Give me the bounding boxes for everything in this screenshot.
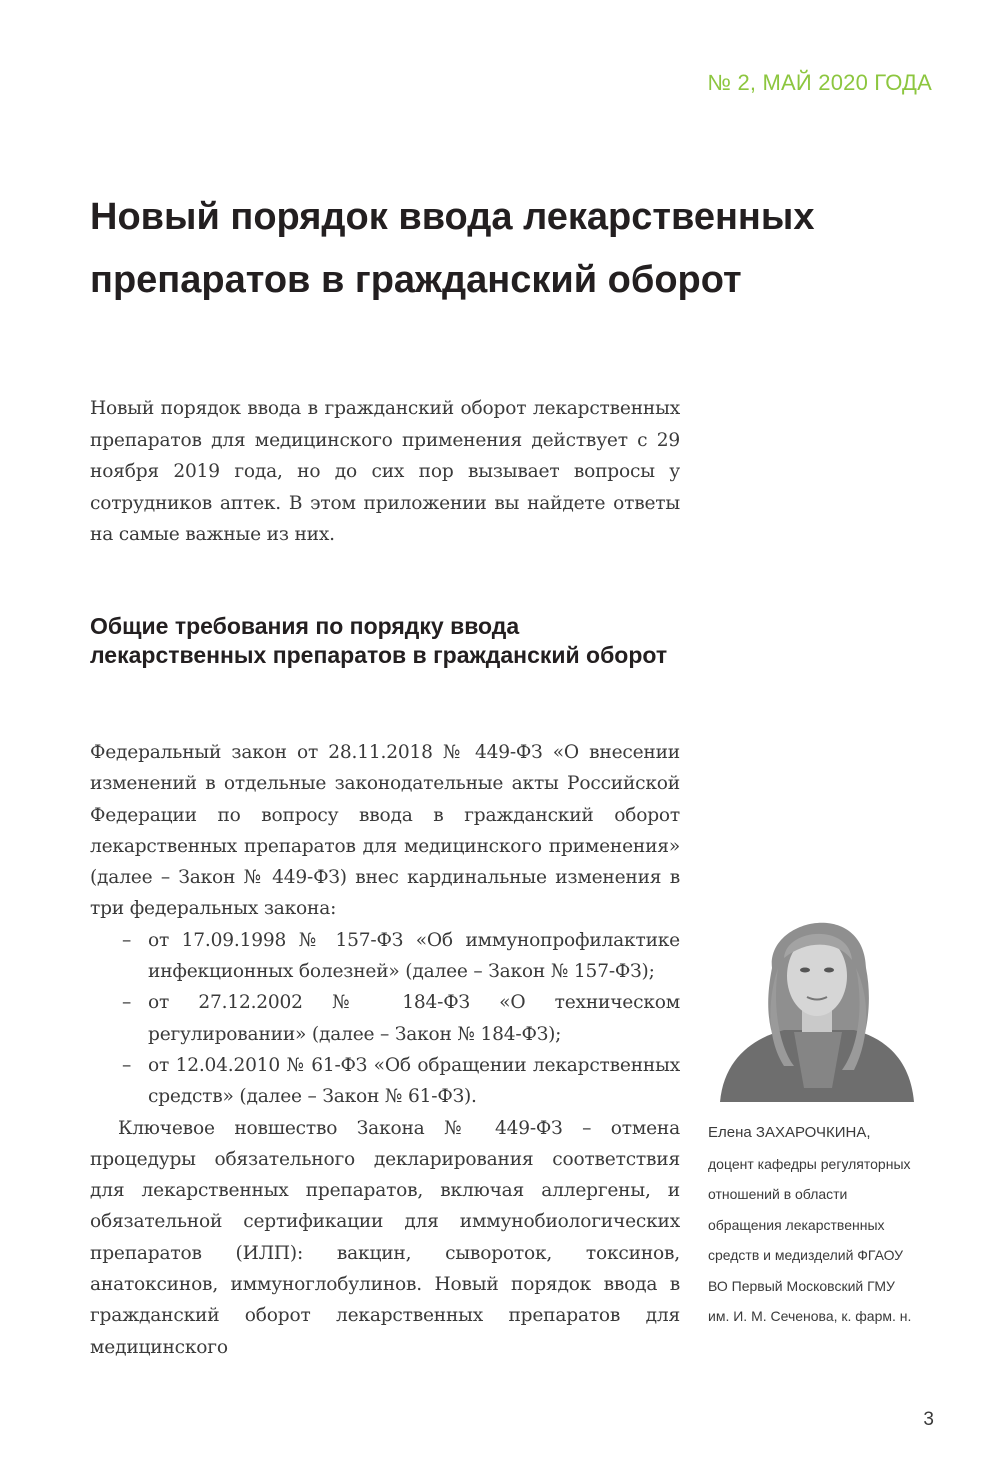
issue-label: № 2, МАЙ 2020 ГОДА	[707, 70, 932, 95]
list-item	[90, 1050, 680, 1113]
caption-line: доцент кафедры регуляторных	[708, 1155, 911, 1172]
caption-line: им. И. М. Сеченова, к. фарм. н.	[708, 1308, 912, 1324]
caption-line: ВО Первый Московский ГМУ	[708, 1277, 895, 1294]
list-item-text: от 27.12.2002 № 184-ФЗ «О техническом регулировании» (далее – Закон № 184-ФЗ);	[148, 992, 680, 1045]
author-name: Елена ЗАХАРОЧКИНА,	[708, 1124, 871, 1141]
caption-line: отношений в области	[708, 1186, 848, 1202]
caption-line: обращения лекарственных	[708, 1216, 885, 1233]
article-title: Новый порядок ввода лекарственных препаратов в гражданский оборот	[90, 196, 815, 301]
list-item	[90, 925, 680, 988]
list-item	[90, 987, 680, 1050]
body-paragraph: Федеральный закон от 28.11.2018 № 449-ФЗ «О внесении изменений в отдельные законодательные акты Российской Федерации по вопросу ввода в гражданский оборот лекарственных препаратов для медицинского применения» (далее – Закон № 449-ФЗ) внес кардинальные изменения в три федеральных закона:	[90, 742, 680, 920]
section-heading: Общие требования по порядку ввода лекарственных препаратов в гражданский оборот	[90, 613, 668, 668]
list-marker: –	[122, 1054, 132, 1076]
author-caption	[708, 1118, 948, 1332]
list-item-text: от 12.04.2010 № 61-ФЗ «Об обращении лекарственных средств» (далее – Закон № 61-ФЗ).	[148, 1054, 680, 1108]
article-lead: Новый порядок ввода в гражданский оборот лекарственных препаратов для медицинского применения действует с 29 ноября 2019 года, но до сих пор вызывает вопросы у сотрудников аптек. В этом приложении вы найдете ответы на самые важные из них.	[90, 398, 680, 545]
law-list	[90, 925, 680, 1113]
caption-line: средств и медизделий ФГАОУ	[708, 1247, 904, 1263]
list-marker: –	[122, 992, 132, 1014]
article-body	[90, 737, 680, 1363]
list-item-text: от 17.09.1998 № 157-ФЗ «Об иммунопрофилактике инфекционных болезней» (далее – Закон № 157-ФЗ);	[148, 929, 680, 983]
author-photo	[714, 898, 918, 1102]
list-marker: –	[122, 929, 132, 951]
page-number: 3	[923, 1409, 934, 1430]
body-paragraph: Ключевое новшество Закона № 449-ФЗ – отмена процедуры обязательного декларирования соответствия для лекарственных препаратов, включая аллергены, и обязательной сертификации для иммунобиологических препаратов (ИЛП): вакцин, сывороток, токсинов, анатоксинов, иммуноглобулинов. Новый порядок ввода в гражданский оборот лекарственных препаратов для медицинского	[90, 1117, 680, 1358]
